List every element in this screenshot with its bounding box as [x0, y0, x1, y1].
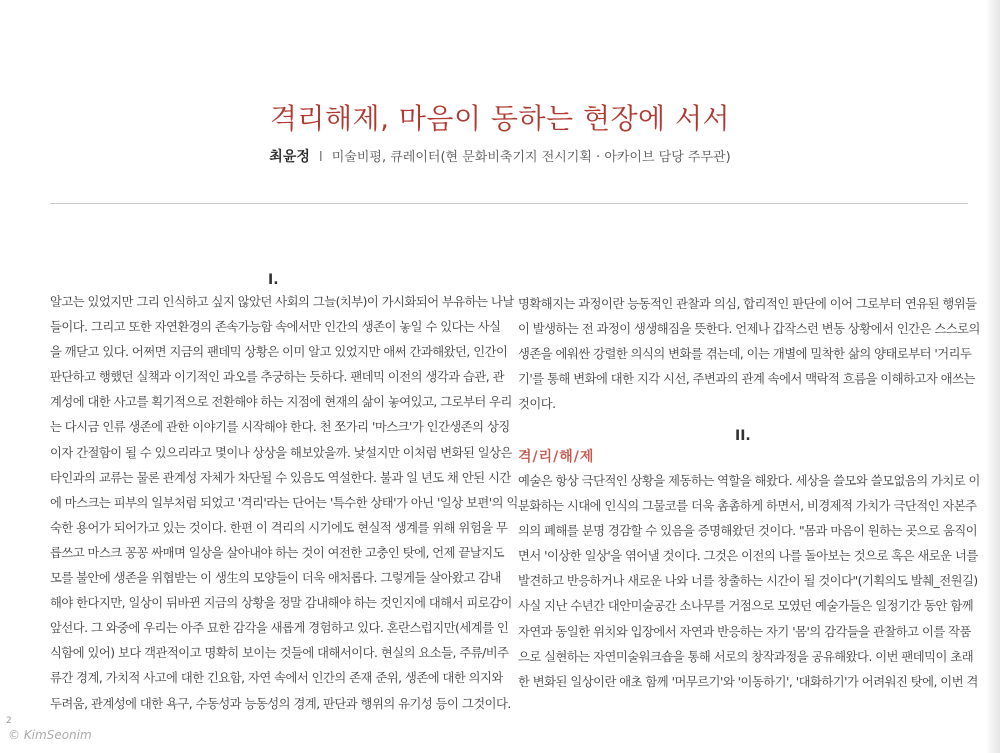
body-line: 앞선다. 그 와중에 우리는 아주 묘한 감각을 새롭게 경험하고 있다. 혼란스럽지만(세계를 인 — [50, 621, 509, 636]
byline — [0, 146, 1000, 166]
page-number: 2 — [6, 716, 12, 726]
body-line: 명확해지는 과정이란 능동적인 관찰과 의심, 합리적인 판단에 이어 그로부터 연유된 행위들 — [518, 297, 977, 311]
byline-separator: I — [318, 150, 323, 165]
body-line: 것이다. — [518, 397, 556, 412]
body-line: 두려움, 관계성에 대한 욕구, 수동성과 능동성의 경계, 판단과 행위의 유기성 등이 그것이다. — [50, 696, 511, 711]
watermark: © KimSeonim — [8, 728, 92, 742]
right-column-bottom — [518, 469, 980, 695]
body-line: 을 깨닫고 있다. 어쩌면 지금의 팬데믹 상황은 이미 알고 있었지만 애써 간과해왔던, 인간이 — [50, 345, 508, 360]
body-line: 발견하고 반응하거나 새로운 나와 너를 창출하는 시간이 될 것이다"(기획의도 발췌_전원길) — [518, 574, 978, 589]
author-name: 최윤정 — [269, 149, 310, 165]
section-subheading: 격/리/해/제 — [518, 449, 595, 465]
body-line: 판단하고 행했던 실책과 이기적인 과오를 추궁하는 듯하다. 팬데믹 이전의 생각과 습관, 관 — [50, 370, 504, 385]
body-line: 해야 한다지만, 일상이 뒤바뀐 지금의 상황을 정말 감내해야 하는 것인지에 대해서 피로감이 — [50, 596, 512, 611]
body-line: 한 변화된 일상이란 애초 함께 '머무르기'와 '이동하기', '대화하기'가 어려워진 탓에, 이번 격 — [518, 674, 978, 689]
right-column-top — [518, 292, 980, 417]
body-line: 는 다시금 인류 생존에 관한 이야기를 시작해야 한다. 천 쪼가리 '마스크'가 인간생존의 상징 — [50, 420, 510, 435]
body-line: 이 발생하는 전 과정이 생생해짐을 뜻한다. 언제나 갑작스런 변동 상황에서 인간은 스스로의 — [518, 322, 980, 337]
body-line: 사실 지난 수년간 대안미술공간 소나무를 거점으로 모였던 예술가들은 일정기간 동안 함께 — [518, 599, 974, 614]
section-heading-2: II. — [735, 428, 751, 444]
body-line: 분화하는 시대에 인식의 그물코를 더욱 촘촘하게 하면서, 비경제적 가치가 극단적인 자본주 — [518, 499, 977, 514]
left-column — [50, 290, 518, 717]
body-line: 으로 실현하는 자연미술워크숍을 통해 서로의 창작과정을 공유해왔다. 이번 팬데믹이 초래 — [518, 649, 974, 664]
body-line: 면서 '이상한 일상'을 엮어낼 것이다. 그것은 이전의 나를 돌아보는 것으로 혹은 새로운 너를 — [518, 549, 978, 564]
body-line: 릅쓰고 마스크 꽁꽁 싸매며 일상을 살아내야 하는 것이 여전한 고충인 탓에, 언제 끝날지도 — [50, 545, 504, 560]
body-line: 에 마스크는 피부의 일부처럼 되었고 '격리'라는 단어는 '특수한 상태'가 아닌 '일상 보편'의 익 — [50, 495, 518, 510]
body-line: 자연과 동일한 위치와 입장에서 자연과 반응하는 자기 '몸'의 감각들을 관찰하고 이를 작품 — [518, 624, 971, 639]
body-line: 생존을 에워싼 강렬한 의식의 변화를 겪는데, 이는 개별에 밀착한 삶의 양태로부터 '거리두 — [518, 347, 972, 362]
header-divider — [50, 203, 968, 204]
body-line: 의의 폐해를 분명 경감할 수 있음을 증명해왔던 것이다. "몸과 마음이 원하는 곳으로 움직이 — [518, 524, 978, 539]
body-line: 타인과의 교류는 물론 관계성 자체가 차단될 수 있음도 역설한다. 불과 일 년도 채 안된 시간 — [50, 470, 511, 485]
section-heading-1: I. — [268, 272, 279, 288]
body-line: 숙한 용어가 되어가고 있는 것이다. 한편 이 격리의 시기에도 현실적 생계를 위해 위험을 무 — [50, 520, 508, 535]
body-line: 모를 불안에 생존을 위협받는 이 생生의 모양들이 더욱 애처롭다. 그렇게들 살아왔고 감내 — [50, 571, 501, 586]
body-line: 이자 간절함이 될 수 있으리라고 몇이나 상상을 해보았을까. 낯설지만 이처럼 변화된 일상은 — [50, 445, 512, 460]
body-line: 식함에 있어) 보다 객관적이고 명확히 보이는 것들에 대해서이다. 현실의 요소들, 주류/비주 — [50, 646, 509, 661]
author-affiliation: 미술비평, 큐레이터(현 문화비축기지 전시기획 · 아카이브 담당 주무관) — [331, 150, 731, 165]
body-line: 기'를 통해 변화에 대한 지각 시선, 주변과의 관계 속에서 맥락적 흐름을 이해하고자 애쓰는 — [518, 372, 975, 387]
body-line: 예술은 항상 극단적인 상황을 제동하는 역할을 해왔다. 세상을 쓸모와 쓸모없음의 가치로 이 — [518, 474, 980, 488]
body-line: 계성에 대한 사고를 획기적으로 전환해야 하는 지점에 현재의 삶이 놓여있고, 그로부터 우리 — [50, 395, 512, 410]
body-line: 류간 경계, 가치적 사고에 대한 긴요함, 자연 속에서 인간의 존재 준위, 생존에 대한 의지와 — [50, 671, 503, 686]
body-line: 알고는 있었지만 그리 인식하고 싶지 않았던 사회의 그늘(치부)이 가시화되어 부유하는 나날 — [50, 295, 514, 309]
body-line: 들이다. 그리고 또한 자연환경의 존속가능함 속에서만 인간의 생존이 놓일 수 있다는 사실 — [50, 320, 501, 335]
article-title: 격리해제, 마음이 동하는 현장에 서서 — [269, 102, 731, 135]
